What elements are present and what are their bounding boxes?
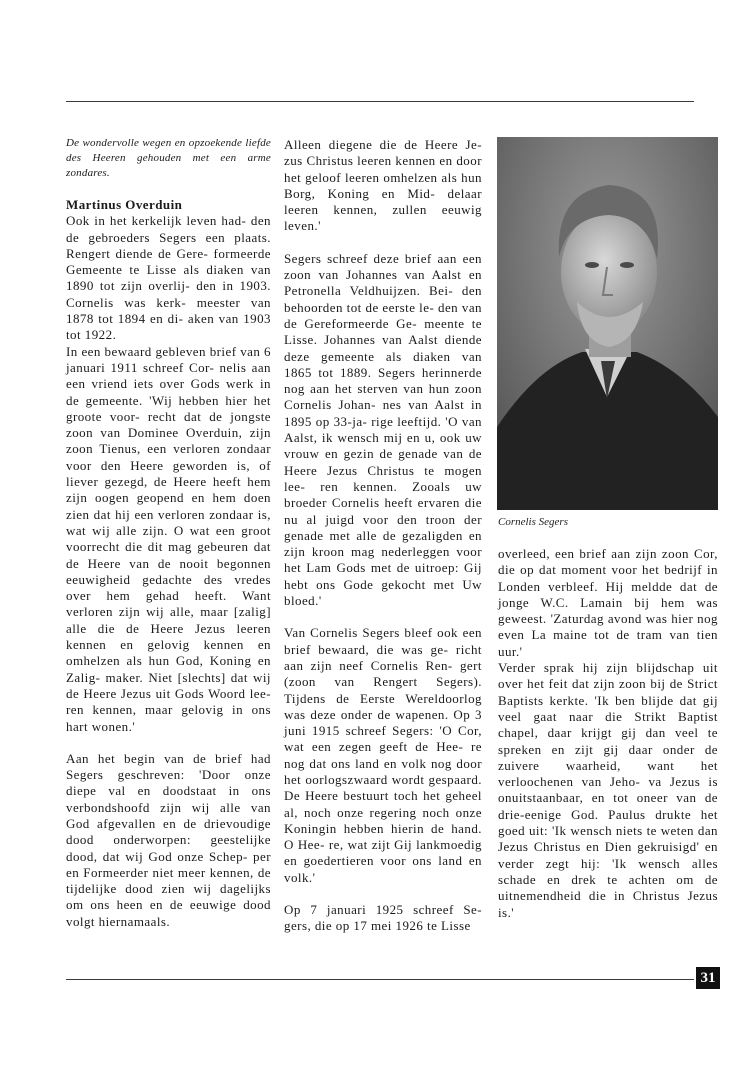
paragraph: Van Cornelis Segers bleef ook een brief bewaard, die was ge- richt aan zijn neef Cornelis Ren- gert (zoon van Rengert Segers). Tijdens de Eerste Wereldoorlog was deze onder de wapenen. Op 3 juni 1915 schreef Segers: 'O Cor, wat een zegen geeft de Hee- re nog dat ons land en volk nog door het oorlogszwaard wordt gespaard. De Heere bestuurt toch het geheel al, noch onze regering noch onze Koningin hebben hierin de hand. O Hee- re, wat zijt Gij lankmoedig en goedertieren voor ons land en volk.' — [284, 625, 482, 885]
paragraph: Aan het begin van de brief had Segers geschreven: 'Door onze diepe val en doodstaat in ons verbondshoofd zijn wij alle van God afgevallen en de drievoudige dood onderworpen: geestelijke dood, dat wij God onze Schep- per en Formeerder niet meer kennen, de tijdelijke dood zien wij dagelijks om ons heen en de eeuwige dood volgt hiernamaals. — [66, 750, 271, 929]
column-2 — [284, 137, 482, 935]
top-rule — [66, 101, 694, 102]
paragraph: Verder sprak hij zijn blijdschap uit over het feit dat zijn zoon bij de Strict Baptists kerkte. 'Ik ben blijde dat gij veel gaat naar die Strikt Baptist chapel, daar krijgt gij dan veel te spreken en zijt gij daar onder de zuivere waarheid, want het verloochenen van Jeho- va Jezus is onuitstaanbaar, en tot oneer van de drie-eenige God. Paulus drukte het goed uit: 'Ik wensch niets te weten dan Jezus Christus en Dien gekruisigd' en verder zegt hij: 'Ik wensch alles schade en drek te achten om de uitnemendheid die in Christus Jezus is.' — [498, 660, 718, 920]
paragraph: Segers schreef deze brief aan een zoon van Johannes van Aalst en Petronella Veldhuijzen. Bei- den behoorden tot de eerste le- den van de Gereformeerde Ge- meente te Lisse. Johannes van Aalst diende deze gemeente als diaken van 1865 tot 1889. Segers herinnerde nog aan het sterven van hun zoon Cornelis Johan- nes van Aalst in 1895 op 33-ja- rige leeftijd. 'O van Aalst, ik wensch mij en u, ook uw vrouw en gezin de genade van de Heere Jezus Christus te mogen lee- ren kennen. Zooals uw broeder Cornelis heeft ervaren die nu al juigd voor den troon der genade met alle de gezaligden en zijn kroon mag nederleggen voor het Lam Gods met de uitroep: Gij hebt ons Gode gekocht met Uw bloed.' — [284, 250, 482, 609]
paragraph: Ook in het kerkelijk leven had- den de gebroeders Segers een plaats. Rengert diende de Gere- formeerde Gemeente te Lisse als diaken van 1890 tot zijn overlij- den in 1903. Cornelis was kerk- meester van 1878 tot 1894 en di- aken van 1903 tot 1922. — [66, 213, 271, 343]
photo-caption: Cornelis Segers — [498, 516, 568, 528]
page-number: 31 — [696, 967, 720, 989]
bottom-rule — [66, 979, 694, 980]
paragraph: Op 7 januari 1925 schreef Se- gers, die op 17 mei 1926 te Lisse — [284, 902, 482, 934]
portrait-photo — [497, 137, 718, 510]
column-3 — [498, 546, 718, 921]
paragraph: overleed, een brief aan zijn zoon Cor, die op dat moment voor het bedrijf in Londen verbleef. Hij meldde dat de jonge W.C. Lamain bij hem was geweest. 'Zaturdag avond was hier nog even La maine tot de tram van tien uur.' — [498, 546, 718, 659]
section-heading: Martinus Overduin — [66, 197, 183, 212]
paragraph: Alleen diegene die de Heere Je- zus Christus leeren kennen en door het geloof leeren omhelzen als hun Borg, Koning en Mid- delaar leeren kennen, zullen eeuwig leven.' — [284, 137, 482, 234]
paragraph: In een bewaard gebleven brief van 6 januari 1911 schreef Cor- nelis aan een vriend iets over Gods werk in de gemeente. 'Wij hebben hier het groote voor- recht dat de jongste zoon van Dominee Overduin, zijn zoon Tienus, een verloren zondaar voor den Heere geworden is, of liever gezegd, de Heere heeft hem zijn oogen geopend en hem doen zien dat hij een verloren zondaar is, wat wij alle zijn. O wat een groot voorrecht die dit mag gebeuren dat de Heere van de nooit begonnen eeuwigheid gedachte des vredes over hem gehad heeft. Want verloren zijn wij alle, maar [zalig] alle die de Heere Jezus leeren kennen en gelovig kennen en omhelzen als hun God, Koning en Zalig- maker. Niet [slechts] dat wij de Heere Jezus uit Gods Woord lee- ren kennen, maar gelovig in ons hart wonen.' — [66, 343, 271, 734]
intro-caption: De wondervolle wegen en opzoekende liefde des Heeren gehouden met een arme zondares. — [66, 137, 271, 179]
column-1 — [66, 136, 271, 930]
